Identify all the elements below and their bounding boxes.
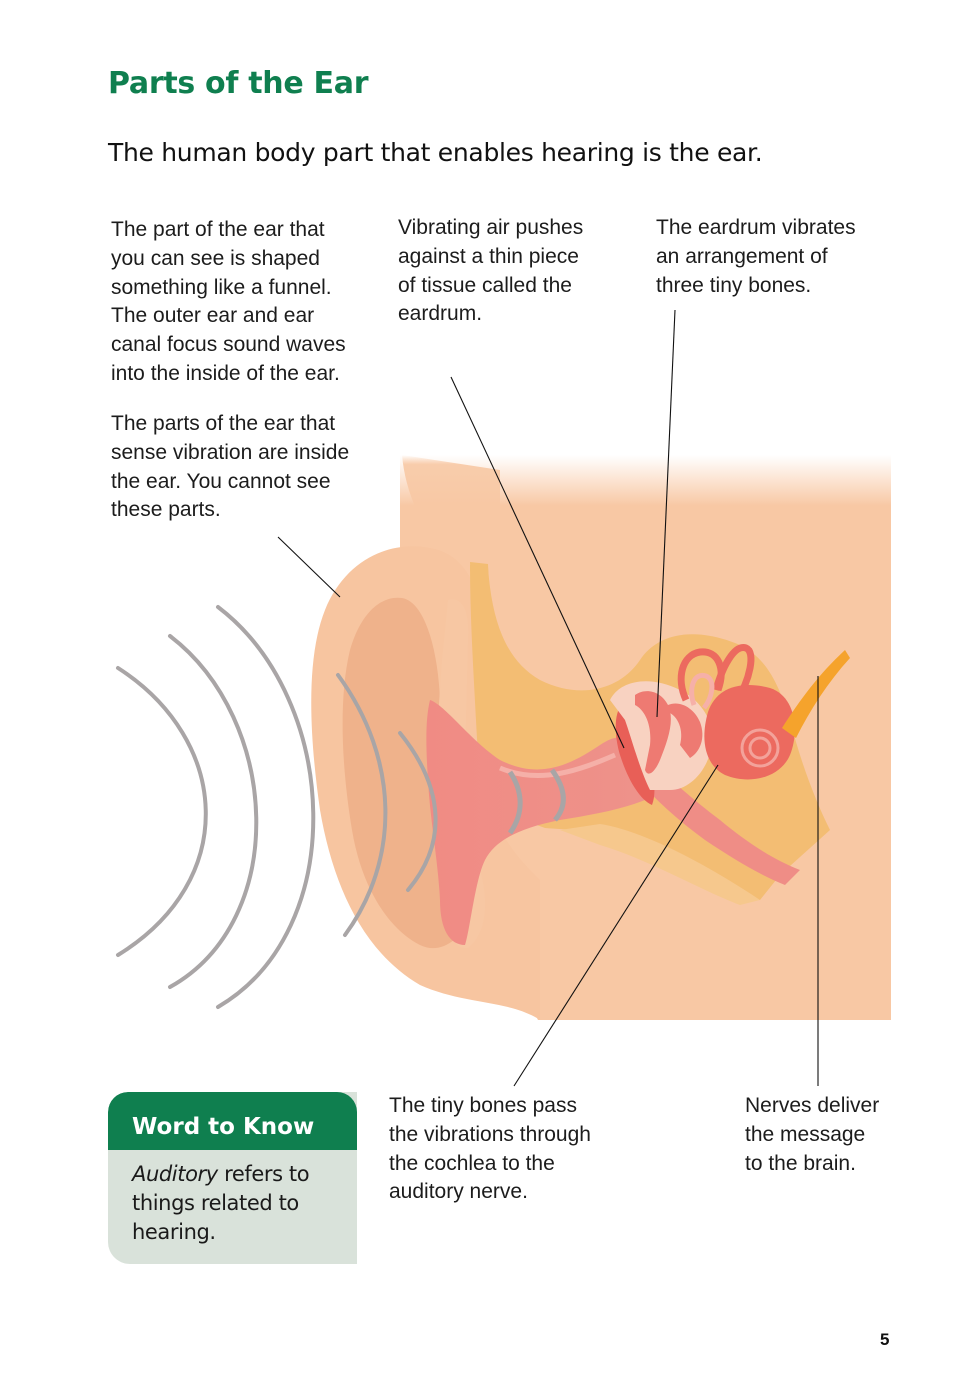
page-number: 5 [880,1330,890,1349]
word-to-know-heading: Word to Know [108,1092,357,1150]
caption-nerves: Nerves deliver the message to the brain. [745,1094,880,1175]
intro-text: The human body part that enables hearing is the ear. [108,138,763,167]
word-to-know-box [108,1092,357,1264]
word-to-know-definition [108,1150,357,1246]
caption-outer-ear: The part of the ear that you can see is shaped something like a funnel. The outer ear and ear canal focus sound waves into the inside of the ear. [111,218,346,385]
word-to-know-text: refers to things related to hearing. [132,1162,310,1244]
word-to-know-term: Auditory [132,1162,218,1186]
caption-bones: The eardrum vibrates an arrangement of three tiny bones. [656,216,856,297]
caption-inner-parts: The parts of the ear that sense vibration are inside the ear. You cannot see these parts. [111,412,350,522]
caption-cochlea: The tiny bones pass the vibrations through the cochlea to the auditory nerve. [389,1094,591,1204]
page-title: Parts of the Ear [108,66,369,101]
caption-eardrum: Vibrating air pushes against a thin piece of tissue called the eardrum. [398,216,584,326]
